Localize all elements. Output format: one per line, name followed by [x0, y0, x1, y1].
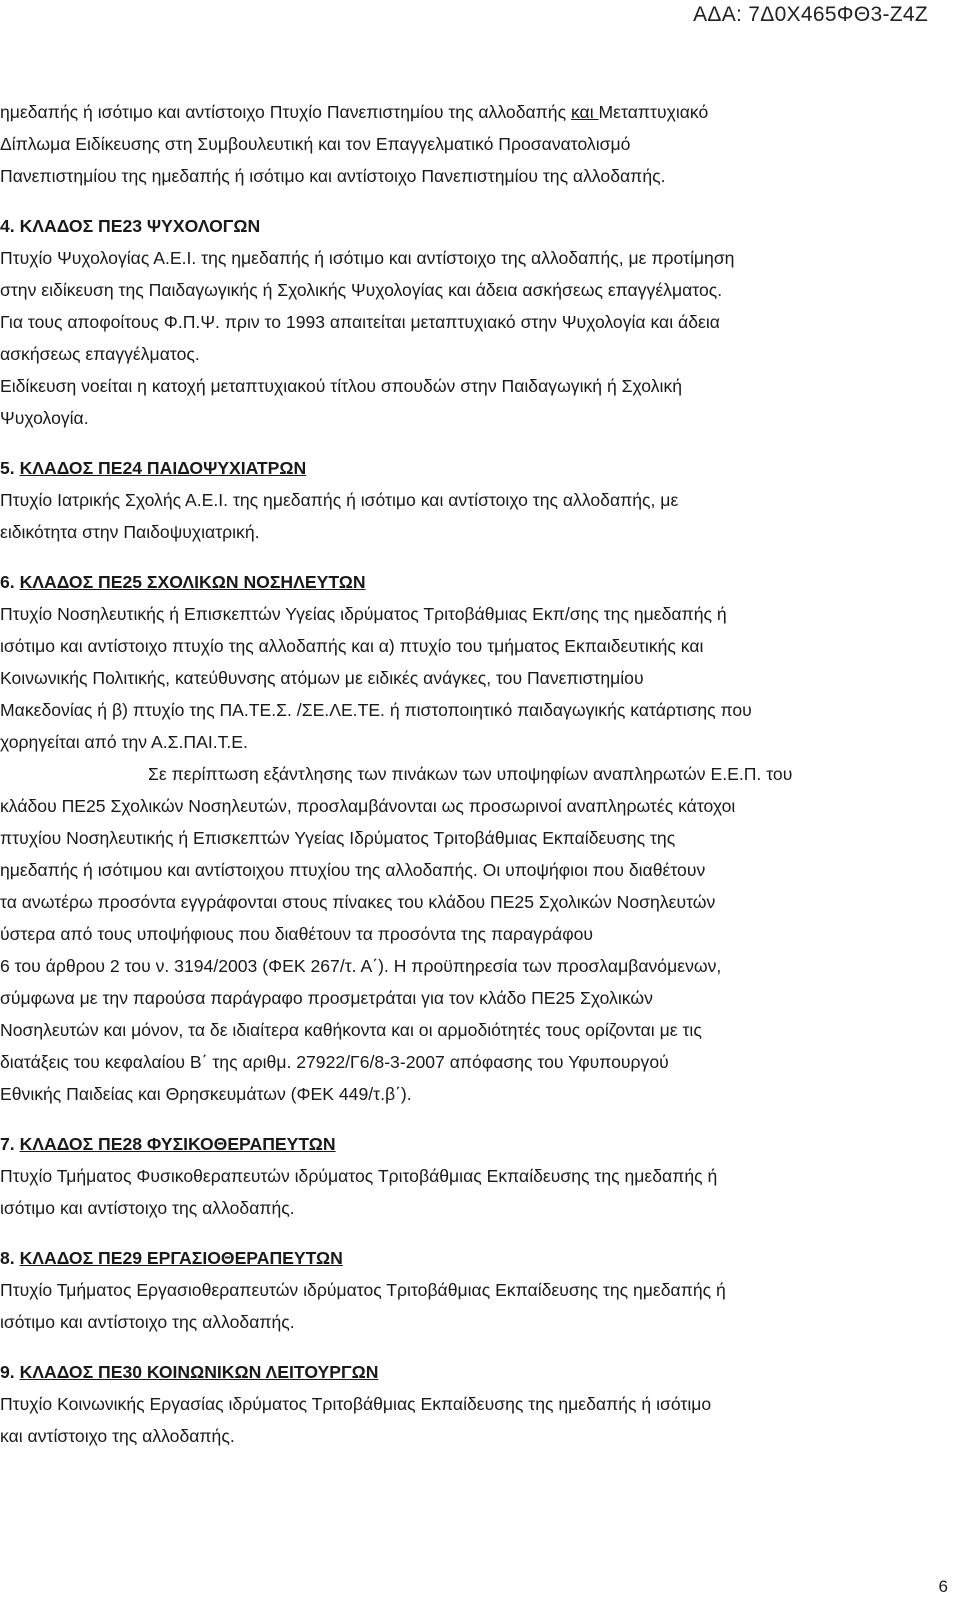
section-title: ΚΛΑΔΟΣ ΠΕ24 ΠΑΙΔΟΨΥΧΙΑΤΡΩΝ [19, 458, 307, 478]
paragraph-line: σύμφωνα με την παρούσα παράγραφο προσμετράται για τον κλάδο ΠΕ25 Σχολικών [0, 988, 653, 1008]
paragraph-line: και αντίστοιχο της αλλοδαπής. [0, 1426, 235, 1446]
paragraph-line: ασκήσεως επαγγέλματος. [0, 344, 200, 364]
paragraph-line: Πτυχίο Ιατρικής Σχολής Α.Ε.Ι. της ημεδαπής ή ισότιμο και αντίστοιχο της αλλοδαπής, με [0, 490, 679, 510]
section-number: 8. [0, 1248, 15, 1268]
section-heading-6 [0, 566, 950, 598]
ada-code: ΑΔΑ: 7Δ0Χ465ΦΘ3-Ζ4Ζ [693, 3, 928, 26]
paragraph-line: Πτυχίο Τμήματος Φυσικοθεραπευτών ιδρύματος Τριτοβάθμιας Εκπαίδευσης της ημεδαπής ή [0, 1166, 718, 1186]
section-heading-7 [0, 1128, 950, 1160]
paragraph-line: ισότιμο και αντίστοιχο πτυχίο της αλλοδαπής και α) πτυχίο του τμήματος Εκπαιδευτικής και [0, 636, 704, 656]
paragraph-line: ισότιμο και αντίστοιχο της αλλοδαπής. [0, 1198, 295, 1218]
paragraph-line: διατάξεις του κεφαλαίου Β΄ της αριθμ. 27922/Γ6/8-3-2007 απόφασης του Υφυπουργού [0, 1052, 669, 1072]
intro-line: Δίπλωμα Ειδίκευσης στη Συμβουλευτική και τον Επαγγελματικό Προσανατολισμό [0, 134, 631, 154]
section-number: 7. [0, 1134, 15, 1154]
paragraph-line: ισότιμο και αντίστοιχο της αλλοδαπής. [0, 1312, 295, 1332]
section-heading-5 [0, 452, 950, 484]
underlined-text: και [570, 102, 599, 122]
paragraph-line: Πτυχίο Κοινωνικής Εργασίας ιδρύματος Τριτοβάθμιας Εκπαίδευσης της ημεδαπής ή ισότιμο [0, 1394, 712, 1414]
paragraph-line: Νοσηλευτών και μόνον, τα δε ιδιαίτερα καθήκοντα και οι αρμοδιότητές τους ορίζονται με τις [0, 1020, 702, 1040]
section-number: 9. [0, 1362, 15, 1382]
section-number: 5. [0, 458, 15, 478]
paragraph-line: Για τους αποφοίτους Φ.Π.Ψ. πριν το 1993 απαιτείται μεταπτυχιακό στην Ψυχολογία και άδεια [0, 312, 720, 332]
section-heading-9 [0, 1356, 950, 1388]
paragraph-line: Ειδίκευση νοείται η κατοχή μεταπτυχιακού τίτλου σπουδών στην Παιδαγωγική ή Σχολική [0, 376, 683, 396]
paragraph-line: Εθνικής Παιδείας και Θρησκευμάτων (ΦΕΚ 449/τ.β΄). [0, 1084, 412, 1104]
paragraph-line: χορηγείται από την Α.Σ.ΠΑΙ.Τ.Ε. [0, 732, 248, 752]
paragraph-line: Κοινωνικής Πολιτικής, κατεύθυνσης ατόμων με ειδικές ανάγκες, του Πανεπιστημίου [0, 668, 644, 688]
section-title: ΚΛΑΔΟΣ ΠΕ25 ΣΧΟΛΙΚΩΝ ΝΟΣΗΛΕΥΤΩΝ [19, 572, 366, 592]
paragraph-line: κλάδου ΠΕ25 Σχολικών Νοσηλευτών, προσλαμβάνονται ως προσωρινοί αναπληρωτές κάτοχοι [0, 796, 736, 816]
paragraph-line: Πτυχίο Ψυχολογίας Α.Ε.Ι. της ημεδαπής ή ισότιμο και αντίστοιχο της αλλοδαπής, με προτίμηση [0, 248, 735, 268]
paragraph-line: Πτυχίο Νοσηλευτικής ή Επισκεπτών Υγείας ιδρύματος Τριτοβάθμιας Εκπ/σης της ημεδαπής ή [0, 604, 727, 624]
document-body [0, 96, 950, 1452]
paragraph-line: πτυχίου Νοσηλευτικής ή Επισκεπτών Υγείας Ιδρύματος Τριτοβάθμιας Εκπαίδευσης της [0, 828, 676, 848]
paragraph-line: 6 του άρθρου 2 του ν. 3194/2003 (ΦΕΚ 267/τ. Α΄). Η προϋπηρεσία των προσλαμβανόμενων, [0, 956, 722, 976]
paragraph-line: Ψυχολογία. [0, 408, 89, 428]
paragraph-line: Πτυχίο Τμήματος Εργασιοθεραπευτών ιδρύματος Τριτοβάθμιας Εκπαίδευσης της ημεδαπής ή [0, 1280, 726, 1300]
section-title: ΚΛΑΔΟΣ ΠΕ23 ΨΥΧΟΛΟΓΩΝ [19, 216, 261, 236]
paragraph-line: Μακεδονίας ή β) πτυχίο της ΠΑ.ΤΕ.Σ. /ΣΕ.ΛΕ.ΤΕ. ή πιστοποιητικό παιδαγωγικής κατάρτισης που [0, 700, 752, 720]
section-title: ΚΛΑΔΟΣ ΠΕ30 ΚΟΙΝΩΝΙΚΩΝ ΛΕΙΤΟΥΡΓΩΝ [19, 1362, 379, 1382]
intro-line: Πανεπιστημίου της ημεδαπής ή ισότιμο και αντίστοιχο Πανεπιστημίου της αλλοδαπής. [0, 166, 666, 186]
section-title: ΚΛΑΔΟΣ ΠΕ29 ΕΡΓΑΣΙΟΘΕΡΑΠΕΥΤΩΝ [19, 1248, 343, 1268]
paragraph-line: ύστερα από τους υποψήφιους που διαθέτουν τα προσόντα της παραγράφου [0, 924, 594, 944]
section-title: ΚΛΑΔΟΣ ΠΕ28 ΦΥΣΙΚΟΘΕΡΑΠΕΥΤΩΝ [19, 1134, 336, 1154]
intro-line [0, 96, 950, 128]
section-number: 4. [0, 216, 15, 236]
text: Μεταπτυχιακό [598, 102, 709, 122]
section-heading-4 [0, 210, 950, 242]
paragraph-line: Σε περίπτωση εξάντλησης των πινάκων των υποψηφίων αναπληρωτών Ε.Ε.Π. του [148, 764, 793, 784]
text: ημεδαπής ή ισότιμο και αντίστοιχο Πτυχίο Πανεπιστημίου της αλλοδαπής [0, 102, 571, 122]
paragraph-line: ημεδαπής ή ισότιμου και αντίστοιχου πτυχίου της αλλοδαπής. Οι υποψήφιοι που διαθέτουν [0, 860, 706, 880]
paragraph-line: τα ανωτέρω προσόντα εγγράφονται στους πίνακες του κλάδου ΠΕ25 Σχολικών Νοσηλευτών [0, 892, 716, 912]
paragraph-line: στην ειδίκευση της Παιδαγωγικής ή Σχολικής Ψυχολογίας και άδεια ασκήσεως επαγγέλματος. [0, 280, 723, 300]
page-number: 6 [938, 1577, 948, 1596]
section-number: 6. [0, 572, 15, 592]
paragraph-line: ειδικότητα στην Παιδοψυχιατρική. [0, 522, 260, 542]
section-heading-8 [0, 1242, 950, 1274]
